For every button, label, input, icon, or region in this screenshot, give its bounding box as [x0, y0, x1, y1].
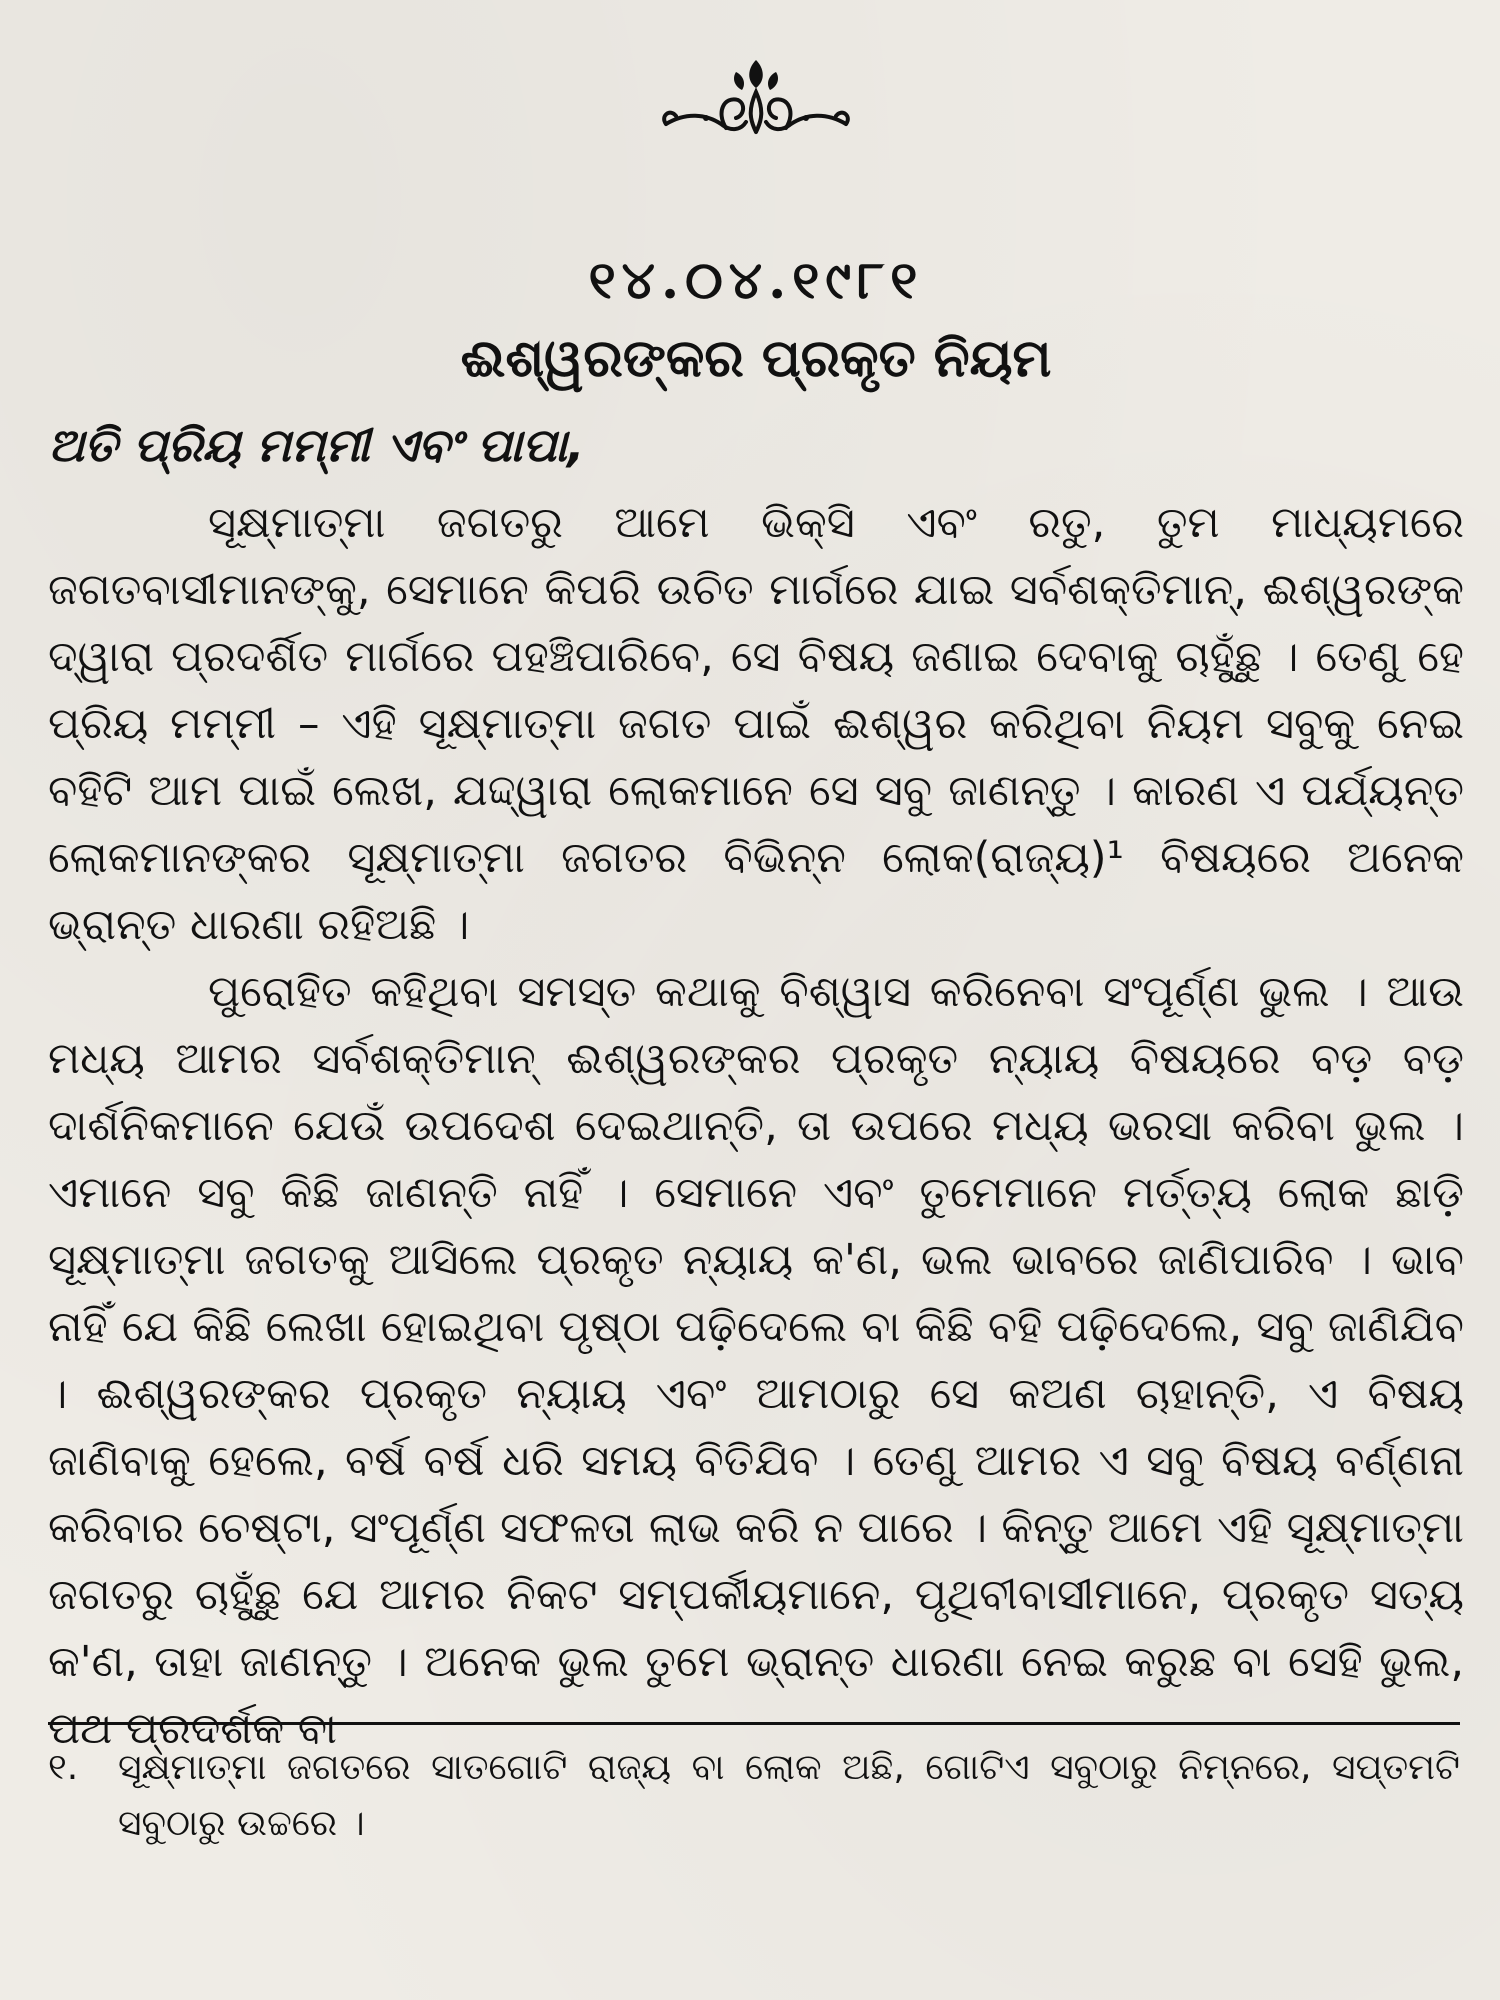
floral-flourish-icon — [48, 52, 1464, 152]
footnote-marker: ୧. — [48, 1747, 79, 1788]
letter-date: ୧୪.୦୪.୧୯୮୧ — [588, 250, 924, 311]
footnote-divider — [48, 1722, 1460, 1725]
footnote — [48, 1740, 1460, 1852]
footnote-text: ସୂକ୍ଷ୍ମାତ୍ମା ଜଗତରେ ସାତଗୋଟି ରାଜ୍ୟ ବା ଲୋକ ଅଛି, ଗୋଟିଏ ସବୁଠାରୁ ନିମ୍ନରେ, ସପ୍ତମଟି ସବୁଠାରୁ ଉଚ୍ଚରେ । — [118, 1747, 1460, 1844]
body-paragraph: ସୂକ୍ଷ୍ମାତ୍ମା ଜଗତରୁ ଆମେ ଭିକ୍ସି ଏବଂ ରତୁ, ତୁମ ମାଧ୍ୟମରେ ଜଗତବାସୀମାନଙ୍କୁ, ସେମାନେ କିପରି ଉଚିତ ମାର୍ଗରେ ଯାଇ ସର୍ବଶକ୍ତିମାନ୍, ଈଶ୍ୱରଙ୍କ ଦ୍ୱାରା ପ୍ରଦର୍ଶିତ ମାର୍ଗରେ ପହଞ୍ଚିପାରିବେ, ସେ ବିଷୟ ଜଣାଇ ଦେବାକୁ ଚାହୁଁଛୁ । ତେଣୁ ହେ ପ୍ରିୟ ମମ୍ମୀ – ଏହି ସୂକ୍ଷ୍ମାତ୍ମା ଜଗତ ପାଇଁ ଈଶ୍ୱର କରିଥିବା ନିୟମ ସବୁକୁ ନେଇ ବହିଟି ଆମ ପାଇଁ ଲେଖ, ଯଦ୍ଦ୍ୱାରା ଲୋକମାନେ ସେ ସବୁ ଜାଣନ୍ତୁ । କାରଣ ଏ ପର୍ଯ୍ୟନ୍ତ ଲୋକମାନଙ୍କର ସୂକ୍ଷ୍ମାତ୍ମା ଜଗତର ବିଭିନ୍ନ ଲୋକ(ରାଜ୍ୟ)¹ ବିଷୟରେ ଅନେକ ଭ୍ରାନ୍ତ ଧାରଣା ରହିଅଛି । — [48, 498, 1465, 950]
chapter-title: ଈଶ୍ୱରଙ୍କର ପ୍ରକୃତ ନିୟମ — [460, 329, 1052, 389]
body-paragraph: ପୁରୋହିତ କହିଥିବା ସମସ୍ତ କଥାକୁ ବିଶ୍ୱାସ କରିନେବା ସଂପୂର୍ଣ୍ଣ ଭୁଲ । ଆଉ ମଧ୍ୟ ଆମର ସର୍ବଶକ୍ତିମାନ୍ ଈଶ୍ୱରଙ୍କର ପ୍ରକୃତ ନ୍ୟାୟ ବିଷୟରେ ବଡ଼ ବଡ଼ ଦାର୍ଶନିକମାନେ ଯେଉଁ ଉପଦେଶ ଦେଇଥାନ୍ତି, ତା ଉପରେ ମଧ୍ୟ ଭରସା କରିବା ଭୁଲ । ଏମାନେ ସବୁ କିଛି ଜାଣନ୍ତି ନାହିଁ । ସେମାନେ ଏବଂ ତୁମେମାନେ ମର୍ତ୍ତ୍ୟ ଲୋକ ଛାଡ଼ି ସୂକ୍ଷ୍ମାତ୍ମା ଜଗତକୁ ଆସିଲେ ପ୍ରକୃତ ନ୍ୟାୟ କ'ଣ, ଭଲ ଭାବରେ ଜାଣିପାରିବ । ଭାବ ନାହିଁ ଯେ କିଛି ଲେଖା ହୋଇଥିବା ପୃଷ୍ଠା ପଢ଼ିଦେଲେ ବା କିଛି ବହି ପଢ଼ିଦେଲେ, ସବୁ ଜାଣିଯିବ । ଈଶ୍ୱରଙ୍କର ପ୍ରକୃତ ନ୍ୟାୟ ଏବଂ ଆମଠାରୁ ସେ କଅଣ ଚାହାନ୍ତି, ଏ ବିଷୟ ଜାଣିବାକୁ ହେଲେ, ବର୍ଷ ବର୍ଷ ଧରି ସମୟ ବିତିଯିବ । ତେଣୁ ଆମର ଏ ସବୁ ବିଷୟ ବର୍ଣ୍ଣନା କରିବାର ଚେଷ୍ଟା, ସଂପୂର୍ଣ୍ଣ ସଫଳତା ଲାଭ କରି ନ ପାରେ । କିନ୍ତୁ ଆମେ ଏହି ସୂକ୍ଷ୍ମାତ୍ମା ଜଗତରୁ ଚାହୁଁଛୁ ଯେ ଆମର ନିକଟ ସମ୍ପର୍କୀୟମାନେ, ପୃଥିବୀବାସୀମାନେ, ପ୍ରକୃତ ସତ୍ୟ କ'ଣ, ତାହା ଜାଣନ୍ତୁ । ଅନେକ ଭୁଲ ତୁମେ ଭ୍ରାନ୍ତ ଧାରଣା ନେଇ କରୁଛ ବା ସେହି ଭୁଲ, ପଥ ପ୍ରଦର୍ଶକ ବା — [48, 967, 1464, 1754]
salutation: ଅତି ପ୍ରିୟ ମମ୍ମୀ ଏବଂ ପାପା, — [48, 418, 585, 472]
